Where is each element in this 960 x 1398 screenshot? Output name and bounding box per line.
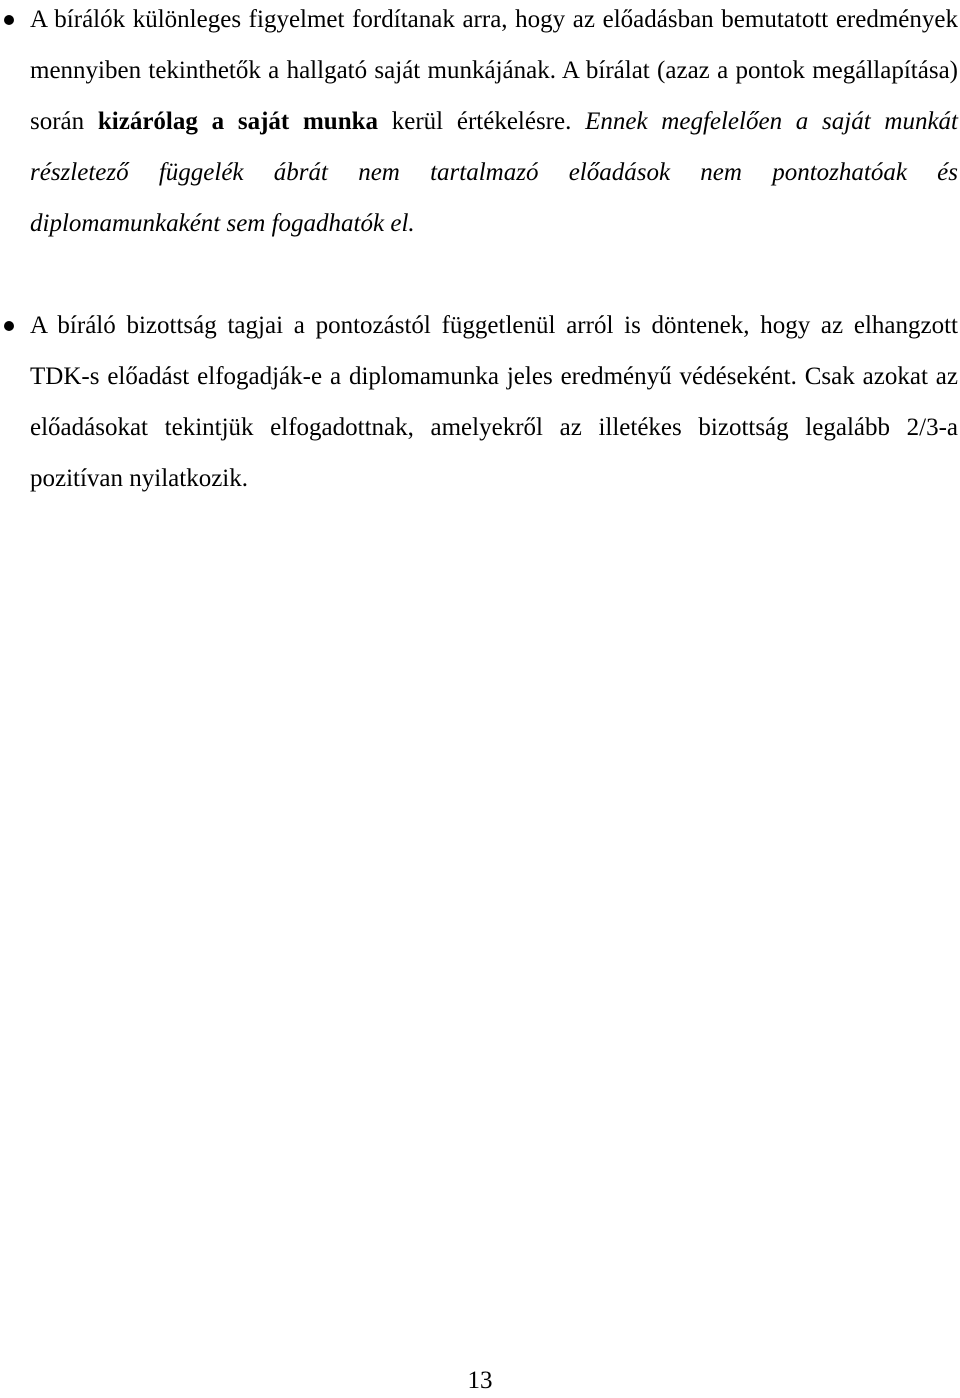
bullet-dot-icon	[4, 15, 14, 25]
bullet-item-evaluation	[0, 0, 960, 249]
page-number: 13	[467, 1367, 493, 1394]
evaluation-text-middle: kerül értékelésre.	[378, 108, 586, 135]
evaluation-text-italic: Ennek megfelelően a saját munkát részletező függelék ábrát nem tartalmazó előadások nem pontozhatóak és diplomamunkaként sem fogadhatók el.	[30, 108, 958, 237]
bullet-dot-icon	[4, 321, 14, 331]
evaluation-text-bold: kizárólag a saját munka	[97, 108, 379, 135]
committee-text: A bíráló bizottság tagjai a pontozástól függetlenül arról is döntenek, hogy az elhangzott TDK-s előadást elfogadják-e a diplomamunka jeles eredményű védéseként. Csak azokat az előadásokat tekintjük elfogadottnak, amelyekről az illetékes bizottság legalább 2/3-a pozitívan nyilatkozik.	[30, 312, 958, 492]
bullet-list	[0, 0, 960, 504]
bullet-item-committee	[0, 300, 960, 504]
evaluation-text	[30, 6, 958, 237]
evaluation-text-intro: A bírálók különleges figyelmet fordítanak arra, hogy az előadásban bemutatott eredmények mennyiben tekinthetők a hallgató saját munkájának. A bírálat (azaz a pontok megállapítása) során	[30, 6, 958, 135]
